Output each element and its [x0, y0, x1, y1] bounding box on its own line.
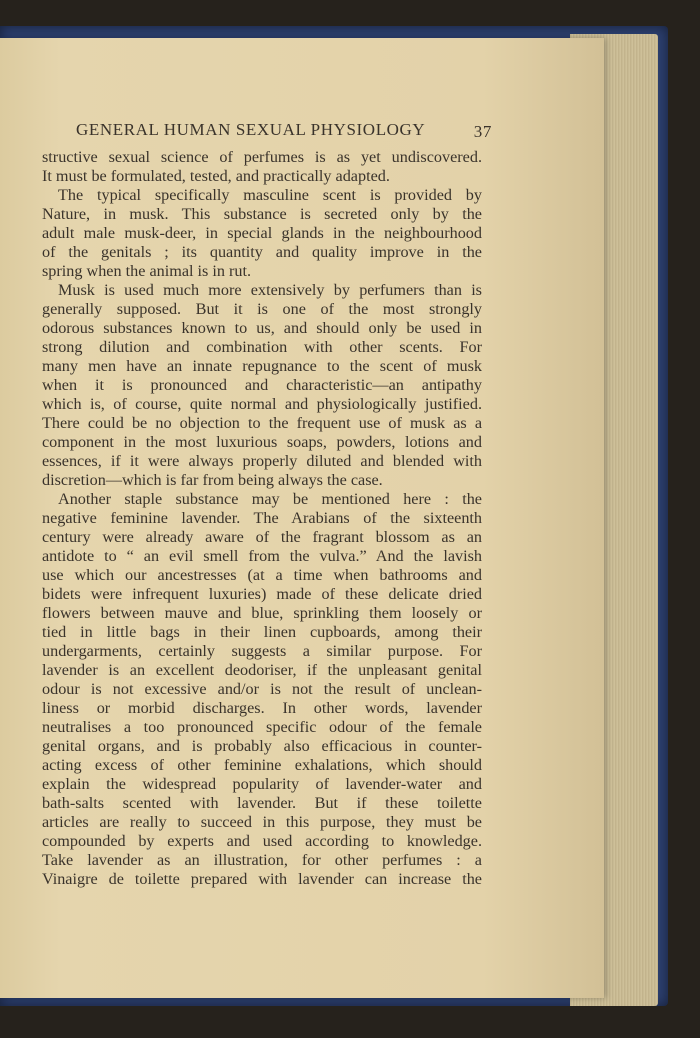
text-line: many men have an innate repugnance to the scent of musk [42, 357, 482, 375]
text-line: bidets were infrequent luxuries) made of these delicate dried [42, 585, 482, 603]
text-line: when it is pronounced and characteristic—an antipathy [42, 376, 482, 394]
text-line: spring when the animal is in rut. [42, 262, 252, 280]
text-line: neutralises a too pronounced specific odour of the female [42, 718, 482, 736]
text-line: strong dilution and combination with other scents. For [42, 338, 482, 356]
text-line: discretion—which is far from being always the case. [42, 471, 383, 489]
text-line: explain the widespread popularity of lavender-water and [42, 775, 482, 793]
body-text [42, 148, 482, 889]
text-line: odour is not excessive and/or is not the result of unclean- [42, 680, 482, 698]
running-head-title: GENERAL HUMAN SEXUAL PHYSIOLOGY [76, 120, 426, 139]
text-line: structive sexual science of perfumes is as yet undiscovered. [42, 148, 482, 166]
text-line: bath-salts scented with lavender. But if these toilette [42, 794, 482, 812]
text-line: articles are really to succeed in this purpose, they must be [42, 813, 482, 831]
text-line: acting excess of other feminine exhalations, which should [42, 756, 482, 774]
text-line: generally supposed. But it is one of the most strongly [42, 300, 482, 318]
text-line: Vinaigre de toilette prepared with lavender can increase the [42, 870, 482, 888]
text-line: flowers between mauve and blue, sprinkling them loosely or [42, 604, 482, 622]
text-line: tied in little bags in their linen cupboards, among their [42, 623, 482, 641]
text-line: compounded by experts and used according to knowledge. [42, 832, 482, 850]
text-line: of the genitals ; its quantity and quality improve in the [42, 243, 482, 261]
text-line: undergarments, certainly suggests a similar purpose. For [42, 642, 482, 660]
text-line: essences, if it were always properly diluted and blended with [42, 452, 482, 470]
text-line: There could be no objection to the frequent use of musk as a [42, 414, 482, 432]
text-line: The typical specifically masculine scent is provided by [58, 186, 482, 204]
text-line: Musk is used much more extensively by perfumers than is [58, 281, 482, 299]
text-line: lavender is an excellent deodoriser, if the unpleasant genital [42, 661, 482, 679]
text-line: negative feminine lavender. The Arabians of the sixteenth [42, 509, 482, 527]
text-line: use which our ancestresses (at a time when bathrooms and [42, 566, 482, 584]
text-line: genital organs, and is probably also efficacious in counter- [42, 737, 482, 755]
text-line: which is, of course, quite normal and physiologically justified. [42, 395, 482, 413]
text-line: Take lavender as an illustration, for other perfumes : a [42, 851, 482, 869]
text-line: liness or morbid discharges. In other words, lavender [42, 699, 482, 717]
page-number: 37 [473, 122, 492, 141]
running-header [76, 114, 492, 144]
text-line: century were already aware of the fragrant blossom as an [42, 528, 482, 546]
text-line: antidote to “ an evil smell from the vulva.” And the lavish [42, 547, 482, 565]
text-line: adult male musk-deer, in special glands in the neighbourhood [42, 224, 482, 242]
text-line: component in the most luxurious soaps, powders, lotions and [42, 433, 482, 451]
text-line: Nature, in musk. This substance is secreted only by the [42, 205, 482, 223]
text-line: It must be formulated, tested, and practically adapted. [42, 167, 390, 185]
text-line: Another staple substance may be mentioned here : the [58, 490, 482, 508]
text-line: odorous substances known to us, and should only be used in [42, 319, 482, 337]
